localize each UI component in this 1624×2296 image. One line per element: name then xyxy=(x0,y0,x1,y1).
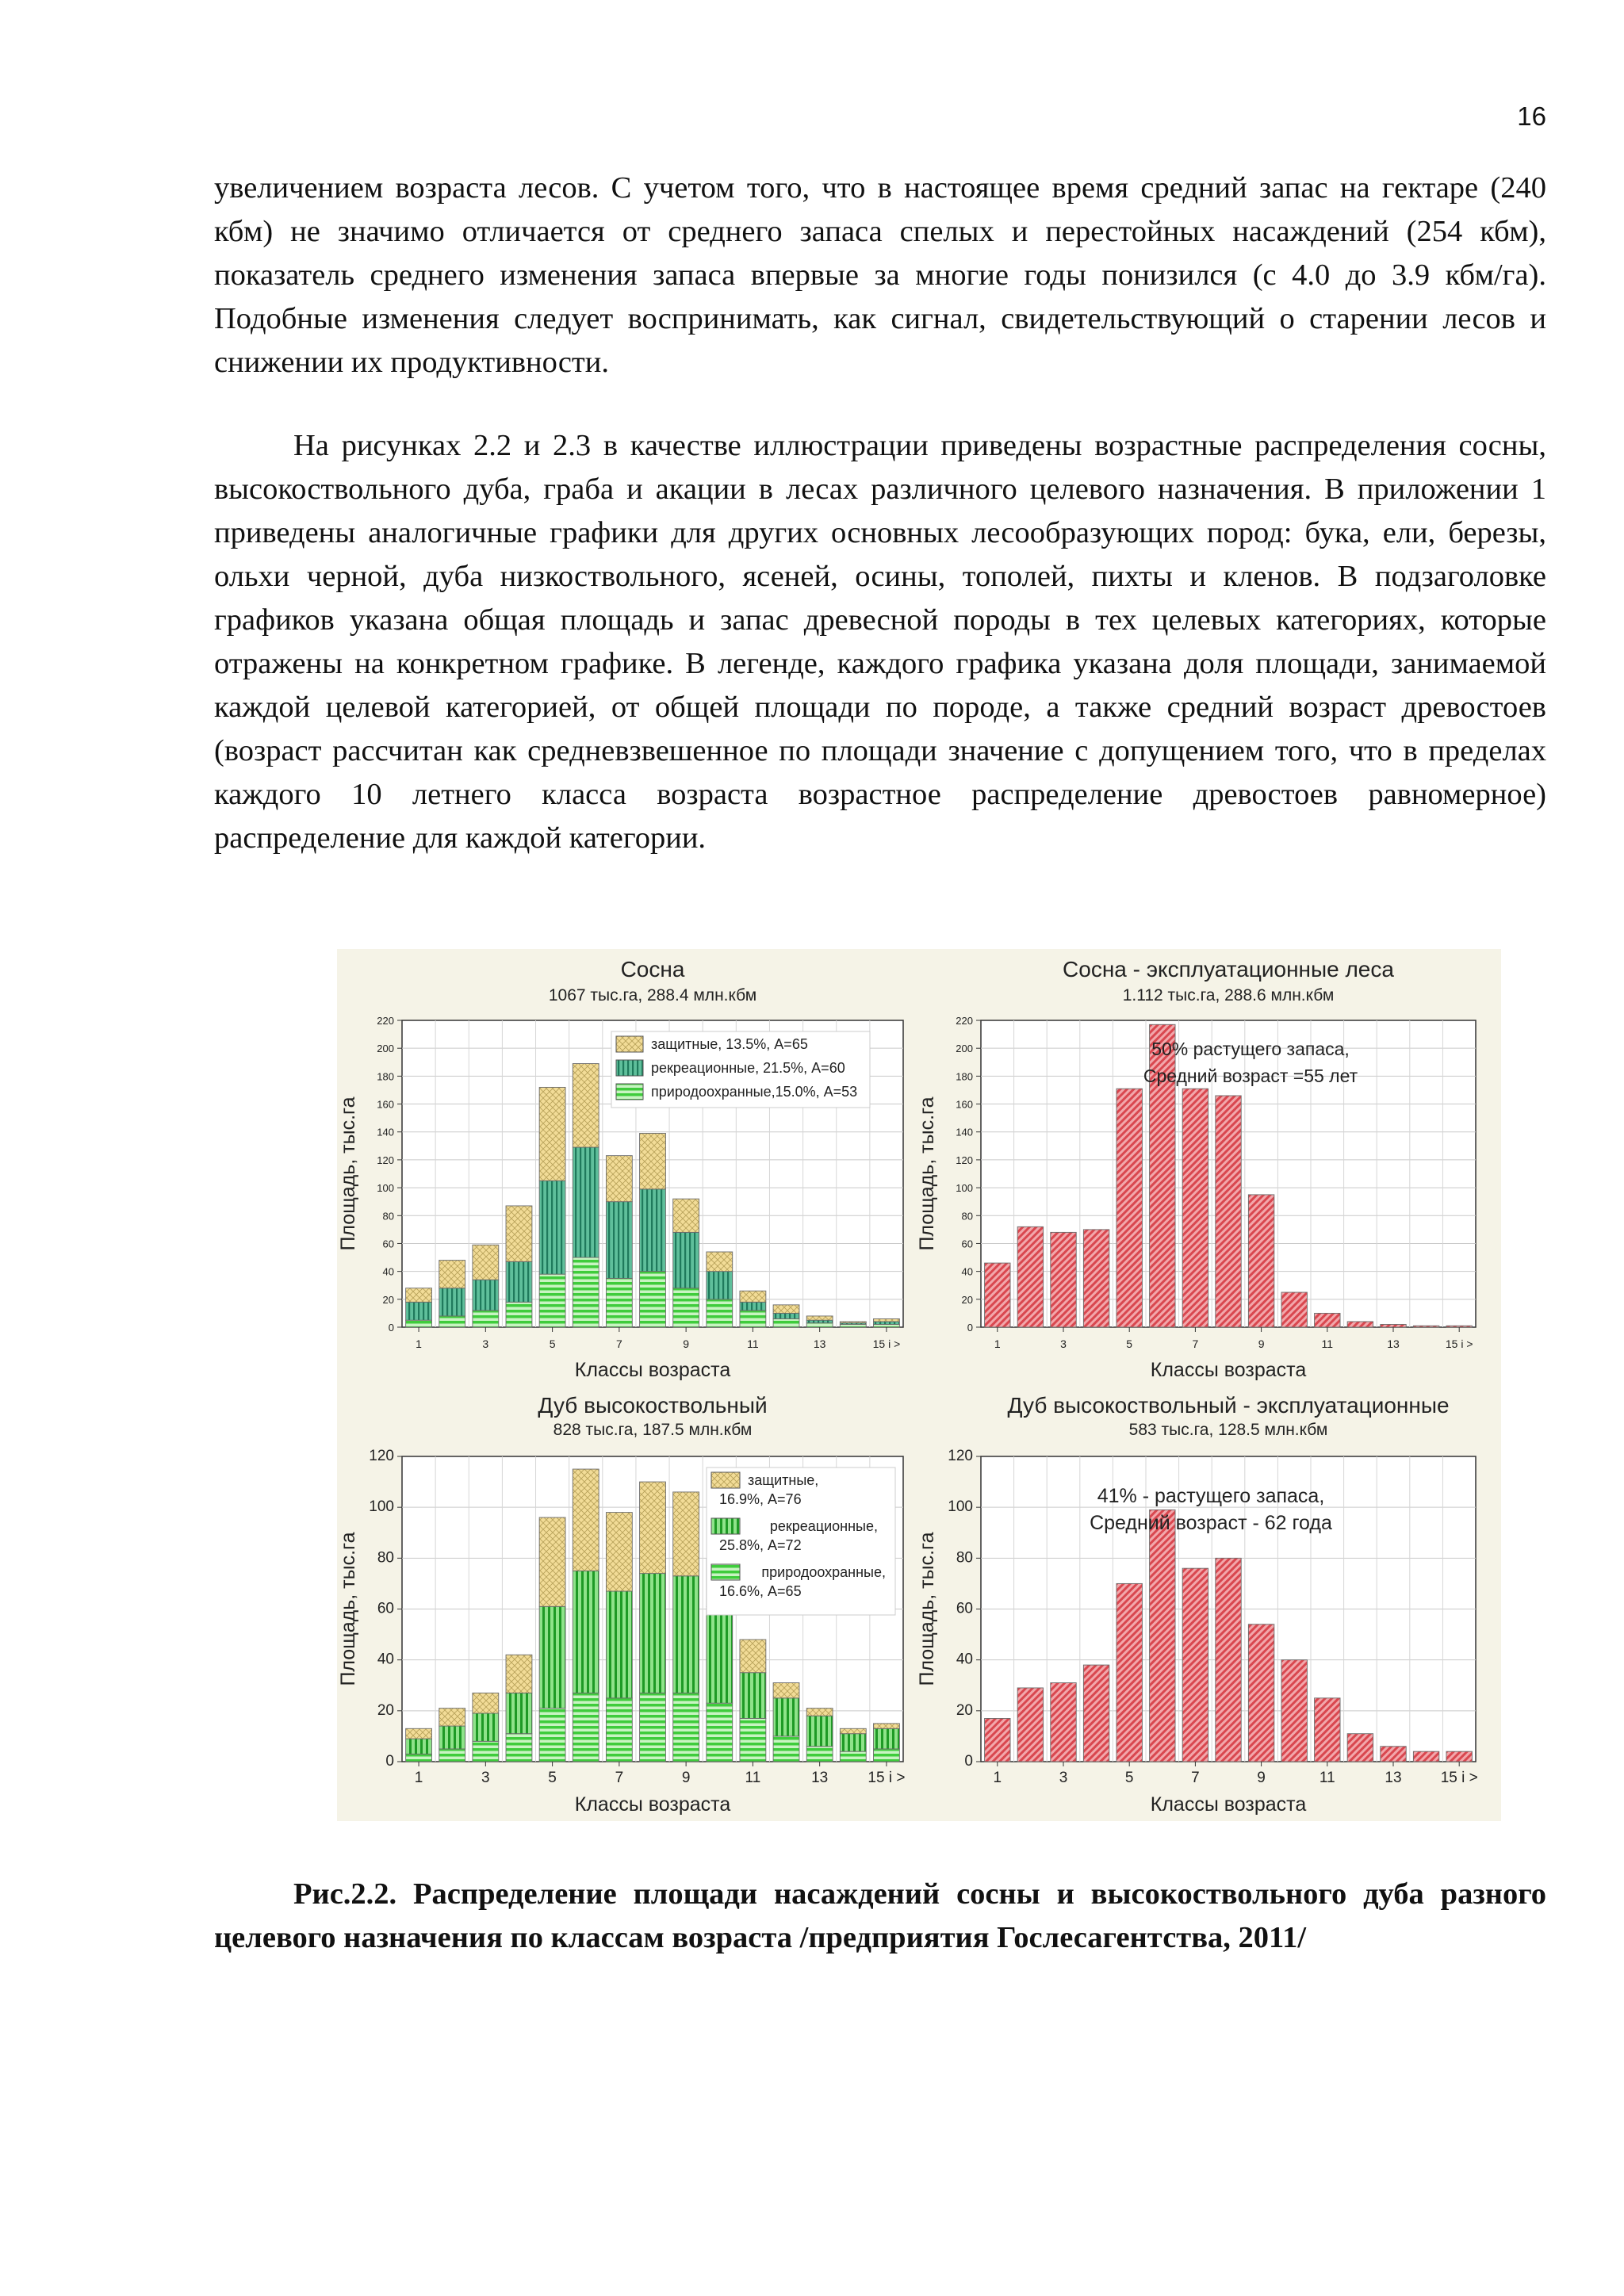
y-tick-label: 180 xyxy=(956,1070,973,1083)
bar-3 xyxy=(840,1728,866,1733)
x-tick-label: 1 xyxy=(416,1337,422,1350)
bar-1 xyxy=(1116,1089,1142,1327)
bar-2 xyxy=(673,1232,699,1288)
y-tick-label: 20 xyxy=(956,1701,973,1719)
legend-swatch xyxy=(711,1564,740,1580)
y-tick-label: 120 xyxy=(369,1448,394,1464)
bar-3 xyxy=(573,1469,599,1571)
y-tick-label: 120 xyxy=(948,1448,973,1464)
y-tick-label: 220 xyxy=(956,1015,973,1027)
bar-1 xyxy=(506,1734,532,1762)
bar-3 xyxy=(439,1261,465,1288)
x-tick-label: 9 xyxy=(1257,1770,1266,1786)
bar-2 xyxy=(606,1202,632,1279)
paragraph-2 xyxy=(214,424,1546,860)
x-tick-label: 9 xyxy=(683,1337,690,1350)
bar-3 xyxy=(539,1087,565,1181)
x-tick-label: 13 xyxy=(813,1337,826,1350)
y-tick-label: 0 xyxy=(388,1322,394,1334)
bar-1 xyxy=(840,1324,866,1327)
y-tick-label: 140 xyxy=(956,1126,973,1138)
y-axis-label: Площадь, тыс.га xyxy=(337,1096,359,1251)
bar-2 xyxy=(773,1698,799,1736)
bar-2 xyxy=(506,1261,532,1302)
bar-1 xyxy=(406,1754,432,1762)
bar-1 xyxy=(1347,1734,1373,1762)
y-tick-label: 60 xyxy=(961,1238,973,1250)
bar-1 xyxy=(840,1751,866,1762)
bar-2 xyxy=(539,1606,565,1708)
chart-title: Дуб высокоствольный xyxy=(538,1393,768,1418)
bar-2 xyxy=(573,1147,599,1257)
bar-2 xyxy=(707,1272,733,1299)
legend-swatch xyxy=(616,1060,643,1076)
x-tick-label: 15 і > xyxy=(1440,1770,1478,1786)
paragraph-text: увеличением возраста лесов. С учетом того, что в настоящее время средний запас на гектаре (240 кбм) не значимо отличается от среднего запаса спелых и перестойных насаждений (254 кбм), показатель среднего изменения запаса впервые за многие годы понизился (с 4.0 до 3.9 кбм/га). Подобные изменения следует воспринимать, как сигнал, свидетельствующий о старении лесов и снижении их продуктивности. xyxy=(214,171,1546,379)
bar-1 xyxy=(874,1749,900,1762)
chart-title: Дуб высокоствольный - эксплуатационные xyxy=(1007,1393,1450,1418)
bar-1 xyxy=(1347,1322,1373,1327)
legend-label: защитные, xyxy=(748,1472,819,1488)
bar-1 xyxy=(439,1316,465,1327)
bar-1 xyxy=(1413,1326,1438,1327)
bar-2 xyxy=(439,1726,465,1749)
bar-3 xyxy=(473,1245,499,1280)
chart-annotation: Средний возраст =55 лет xyxy=(1143,1066,1358,1086)
bar-1 xyxy=(1446,1751,1472,1762)
chart-annotation: Средний возраст - 62 года xyxy=(1090,1512,1332,1534)
chart-panel-3 xyxy=(337,1393,905,1816)
bar-1 xyxy=(1116,1583,1142,1762)
bar-3 xyxy=(806,1316,833,1320)
bar-2 xyxy=(806,1716,833,1747)
bar-1 xyxy=(806,1747,833,1762)
charts-figure xyxy=(337,949,1501,1821)
x-tick-label: 11 xyxy=(1319,1770,1335,1786)
bar-3 xyxy=(406,1728,432,1739)
x-tick-label: 15 і > xyxy=(872,1337,901,1350)
bar-3 xyxy=(673,1492,699,1576)
bar-1 xyxy=(506,1302,532,1327)
y-tick-label: 60 xyxy=(956,1600,973,1617)
bar-1 xyxy=(439,1749,465,1762)
bar-2 xyxy=(874,1728,900,1749)
legend-label: защитные, 13.5%, А=65 xyxy=(651,1036,808,1052)
y-tick-label: 20 xyxy=(382,1293,394,1306)
x-tick-label: 1 xyxy=(994,1337,1001,1350)
bar-2 xyxy=(740,1673,766,1719)
x-tick-label: 3 xyxy=(1060,1337,1067,1350)
x-tick-label: 11 xyxy=(1321,1337,1334,1350)
bar-1 xyxy=(1150,1510,1175,1762)
y-tick-label: 40 xyxy=(382,1265,394,1278)
paragraph-text: На рисунках 2.2 и 2.3 в качестве иллюстрации приведены возрастные распределения сосны, высокоствольного дуба, граба и акации в лесах различного целевого назначения. В приложении 1 приведены аналогичные графики для других основных лесообразующих пород: бука, ели, березы, ольхи черной, дуба низкоствольного, ясеней, осины, тополей, пихты и кленов. В подзаголовке графиков указана общая площадь и запас древесной породы в тех целевых категориях, которые отражены на конкретном графике. В легенде, каждого графика указана доля площади, занимаемой каждой целевой категорией, от общей площади по породе, а также средний возраст древостоев (возраст рассчитан как средневзвешенное по площади значение с допущением того, что в пределах каждого 10 летнего класса возраста возрастное распределение древостоев равномерное) распределение для каждой категории. xyxy=(214,429,1546,855)
bar-2 xyxy=(573,1571,599,1693)
y-tick-label: 100 xyxy=(369,1498,394,1516)
bar-3 xyxy=(673,1199,699,1232)
bar-2 xyxy=(740,1302,766,1311)
bar-3 xyxy=(840,1322,866,1323)
bar-2 xyxy=(473,1713,499,1741)
chart-subtitle: 1067 тыс.га, 288.4 млн.кбм xyxy=(548,986,757,1004)
y-tick-label: 80 xyxy=(956,1549,973,1567)
x-tick-label: 15 і > xyxy=(868,1770,906,1786)
legend-swatch xyxy=(711,1472,740,1488)
x-tick-label: 3 xyxy=(482,1337,489,1350)
bar-1 xyxy=(1248,1624,1274,1762)
caption-text: Рис.2.2. Распределение площади насаждений сосны и высокоствольного дуба разного целевого назначения по классам возраста /предприятия Гослесагентства, 2011/ xyxy=(214,1877,1546,1954)
y-tick-label: 100 xyxy=(377,1182,394,1195)
bar-2 xyxy=(640,1189,666,1272)
bar-1 xyxy=(640,1693,666,1762)
chart-subtitle: 583 тыс.га, 128.5 млн.кбм xyxy=(1128,1421,1328,1439)
bar-3 xyxy=(539,1517,565,1606)
bar-1 xyxy=(1017,1226,1043,1327)
bar-1 xyxy=(1083,1665,1109,1762)
x-tick-label: 15 і > xyxy=(1445,1337,1473,1350)
x-tick-label: 5 xyxy=(549,1337,556,1350)
y-tick-label: 60 xyxy=(382,1238,394,1250)
y-tick-label: 100 xyxy=(956,1182,973,1195)
bar-2 xyxy=(506,1693,532,1733)
bar-3 xyxy=(740,1291,766,1302)
bar-2 xyxy=(673,1576,699,1693)
bar-3 xyxy=(573,1064,599,1148)
y-axis-label: Площадь, тыс.га xyxy=(916,1096,938,1251)
x-tick-label: 13 xyxy=(1387,1337,1400,1350)
x-tick-label: 11 xyxy=(745,1770,761,1786)
bar-1 xyxy=(707,1299,733,1327)
bar-1 xyxy=(1281,1660,1307,1762)
chart-title: Сосна - эксплуатационные леса xyxy=(1063,957,1394,982)
x-axis-label: Классы возраста xyxy=(1150,1793,1307,1816)
bar-3 xyxy=(773,1305,799,1314)
y-tick-label: 60 xyxy=(377,1600,394,1617)
legend-label: 16.6%, А=65 xyxy=(719,1583,802,1599)
x-tick-label: 13 xyxy=(1385,1770,1402,1786)
bar-3 xyxy=(406,1288,432,1303)
bar-3 xyxy=(506,1206,532,1261)
x-tick-label: 5 xyxy=(548,1770,557,1786)
y-tick-label: 0 xyxy=(967,1322,973,1334)
bar-1 xyxy=(1216,1558,1241,1762)
chart-panel-4 xyxy=(916,1393,1478,1816)
bar-3 xyxy=(606,1156,632,1202)
y-axis-label: Площадь, тыс.га xyxy=(916,1532,938,1686)
bar-1 xyxy=(773,1736,799,1762)
y-tick-label: 40 xyxy=(961,1265,973,1278)
x-tick-label: 9 xyxy=(681,1770,691,1786)
bar-3 xyxy=(506,1655,532,1693)
bar-1 xyxy=(740,1718,766,1762)
bar-2 xyxy=(539,1181,565,1274)
y-tick-label: 120 xyxy=(377,1154,394,1166)
y-tick-label: 80 xyxy=(961,1210,973,1223)
bar-1 xyxy=(573,1257,599,1327)
bar-1 xyxy=(1281,1292,1307,1327)
chart-title: Сосна xyxy=(620,957,685,982)
bar-1 xyxy=(473,1311,499,1327)
bar-1 xyxy=(573,1693,599,1762)
bar-1 xyxy=(1051,1683,1076,1762)
x-axis-label: Классы возраста xyxy=(574,1359,731,1381)
x-tick-label: 5 xyxy=(1124,1770,1134,1786)
bar-3 xyxy=(439,1709,465,1726)
bar-2 xyxy=(439,1288,465,1316)
bar-3 xyxy=(473,1693,499,1713)
bar-2 xyxy=(707,1606,733,1703)
y-tick-label: 20 xyxy=(377,1701,394,1719)
x-axis-label: Классы возраста xyxy=(574,1793,731,1816)
bar-3 xyxy=(640,1482,666,1574)
x-tick-label: 9 xyxy=(1258,1337,1265,1350)
x-tick-label: 7 xyxy=(1192,1337,1199,1350)
bar-2 xyxy=(406,1302,432,1320)
bar-1 xyxy=(673,1288,699,1327)
y-tick-label: 120 xyxy=(956,1154,973,1166)
bar-1 xyxy=(1216,1096,1241,1327)
bar-1 xyxy=(539,1274,565,1327)
chart-annotation: 50% растущего запаса, xyxy=(1151,1039,1350,1059)
y-tick-label: 0 xyxy=(964,1753,973,1770)
bar-1 xyxy=(1381,1747,1406,1762)
y-tick-label: 220 xyxy=(377,1015,394,1027)
x-tick-label: 1 xyxy=(414,1770,423,1786)
legend-label: 16.9%, А=76 xyxy=(719,1491,802,1507)
y-tick-label: 80 xyxy=(382,1210,394,1223)
bar-1 xyxy=(1248,1195,1274,1327)
bar-1 xyxy=(1182,1089,1208,1327)
bar-1 xyxy=(606,1698,632,1762)
x-tick-label: 11 xyxy=(747,1337,759,1350)
bar-1 xyxy=(640,1272,666,1327)
legend-label: природоохранные, xyxy=(761,1564,886,1580)
legend-label: природоохранные,15.0%, А=53 xyxy=(651,1084,858,1100)
bar-1 xyxy=(606,1278,632,1327)
page-number: 16 xyxy=(1517,101,1546,131)
bar-3 xyxy=(806,1709,833,1716)
bar-1 xyxy=(773,1318,799,1327)
chart-panel-2 xyxy=(916,957,1476,1381)
y-tick-label: 160 xyxy=(377,1098,394,1111)
bar-2 xyxy=(840,1734,866,1751)
bar-1 xyxy=(1381,1324,1406,1327)
bar-1 xyxy=(1315,1698,1340,1762)
y-tick-label: 0 xyxy=(385,1753,394,1770)
x-tick-label: 3 xyxy=(1059,1770,1068,1786)
bar-1 xyxy=(473,1741,499,1762)
y-tick-label: 100 xyxy=(948,1498,973,1516)
bar-2 xyxy=(606,1591,632,1698)
bar-1 xyxy=(740,1311,766,1327)
x-tick-label: 7 xyxy=(615,1770,624,1786)
y-tick-label: 140 xyxy=(377,1126,394,1138)
bar-2 xyxy=(640,1574,666,1693)
y-axis-label: Площадь, тыс.га xyxy=(337,1532,359,1686)
y-tick-label: 40 xyxy=(377,1651,394,1668)
x-tick-label: 7 xyxy=(1191,1770,1200,1786)
bar-1 xyxy=(1446,1326,1472,1327)
bar-1 xyxy=(806,1323,833,1327)
x-tick-label: 1 xyxy=(993,1770,1002,1786)
bar-1 xyxy=(406,1320,432,1327)
chart-annotation: 41% - растущего запаса, xyxy=(1097,1485,1325,1507)
bar-1 xyxy=(1051,1232,1076,1327)
chart-panel-1 xyxy=(337,957,903,1381)
legend-label: рекреационные, xyxy=(769,1518,878,1534)
x-tick-label: 5 xyxy=(1126,1337,1133,1350)
x-tick-label: 3 xyxy=(481,1770,490,1786)
bar-3 xyxy=(707,1252,733,1272)
chart-subtitle: 828 тыс.га, 187.5 млн.кбм xyxy=(553,1421,753,1439)
paragraph-1 xyxy=(214,166,1546,385)
y-tick-label: 200 xyxy=(956,1043,973,1055)
bar-2 xyxy=(806,1320,833,1323)
bar-2 xyxy=(473,1280,499,1311)
legend-label: 25.8%, А=72 xyxy=(719,1537,802,1553)
bar-1 xyxy=(874,1324,900,1327)
bar-3 xyxy=(740,1640,766,1673)
bar-2 xyxy=(874,1322,900,1325)
bar-1 xyxy=(985,1263,1010,1327)
bar-1 xyxy=(1083,1230,1109,1327)
bar-1 xyxy=(673,1693,699,1762)
bar-3 xyxy=(773,1683,799,1698)
x-tick-label: 7 xyxy=(615,1337,622,1350)
chart-subtitle: 1.112 тыс.га, 288.6 млн.кбм xyxy=(1122,986,1335,1004)
x-axis-label: Классы возраста xyxy=(1150,1359,1307,1381)
bar-1 xyxy=(707,1703,733,1762)
y-tick-label: 80 xyxy=(377,1549,394,1567)
figure-2-2 xyxy=(337,949,1501,1821)
legend-swatch xyxy=(616,1036,643,1052)
y-tick-label: 160 xyxy=(956,1098,973,1111)
legend-swatch xyxy=(616,1084,643,1100)
bar-3 xyxy=(640,1133,666,1188)
bar-2 xyxy=(406,1739,432,1754)
bar-3 xyxy=(874,1318,900,1322)
bar-1 xyxy=(1182,1568,1208,1762)
bar-1 xyxy=(539,1709,565,1762)
bar-1 xyxy=(1315,1313,1340,1327)
legend-label: рекреационные, 21.5%, А=60 xyxy=(651,1060,845,1076)
y-tick-label: 180 xyxy=(377,1070,394,1083)
bar-1 xyxy=(1413,1751,1438,1762)
bar-2 xyxy=(773,1313,799,1318)
x-tick-label: 13 xyxy=(811,1770,829,1786)
figure-caption xyxy=(214,1873,1546,1960)
legend-swatch xyxy=(711,1518,740,1534)
y-tick-label: 40 xyxy=(956,1651,973,1668)
bar-1 xyxy=(1017,1688,1043,1762)
bar-3 xyxy=(874,1724,900,1728)
bar-3 xyxy=(606,1513,632,1591)
y-tick-label: 20 xyxy=(961,1293,973,1306)
bar-1 xyxy=(985,1718,1010,1762)
y-tick-label: 200 xyxy=(377,1043,394,1055)
